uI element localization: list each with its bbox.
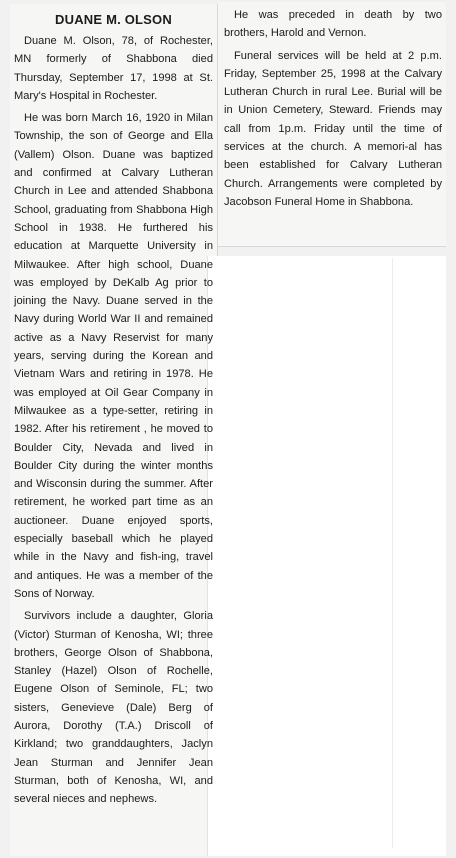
obituary-left-column: [14, 12, 213, 812]
funeral-services-paragraph: Funeral services will be held at 2 p.m. Friday, September 25, 1998 at the Calvary Lutheran Church in rural Lee. Burial will be in Union Cemetery, Steward. Friends may call from 1p.m. Friday until the time of services at the church. A memori-al has been established for Calvary Lutheran Church. Arrangements were completed by Jacobson Funeral Home in Shabbona.: [224, 49, 442, 208]
biography-paragraph: He was born March 16, 1920 in Milan Township, the son of George and Ella (Vallem) Olson. Duane was baptized and confirmed at Calvary Lutheran Church in Lee and attended Shabbona School, graduating from Shabbona High School in 1938. He furthered his education at Marquette University in Milwaukee. After high school, Duane was employed by DeKalb Ag prior to joining the Navy. Duane served in the Navy during World War II and remained active as a Navy Reservist for many years, serving during the Korean and Vietnam Wars and retiring in 1978. He was employed at Oil Gear Company in Milwaukee as a type-setter, retiring in 1982. After his retirement , he moved to Boulder City, Nevada and lived in Boulder City during the winter months and Wisconsin during the summer. After retirement, he worked part time as an auctioneer. Duane enjoyed sports, especially baseball which he played while in the Navy and fish-ing, travel and antiques. He was a member of the Sons of Norway.: [14, 112, 213, 600]
paper-fold-line: [392, 258, 393, 848]
preceded-in-death-paragraph: He was preceded in death by two brothers, Harold and Vernon.: [224, 9, 442, 40]
obituary-headline: DUANE M. OLSON: [55, 12, 172, 27]
obituary-right-column: [224, 6, 442, 215]
opening-paragraph: Duane M. Olson, 78, of Rochester, MN formerly of Shabbona died Thursday, September 17, 1998 at St. Mary's Hospital in Rochester.: [14, 35, 213, 102]
blank-paper-area: [208, 256, 446, 856]
survivors-paragraph: Survivors include a daughter, Gloria (Victor) Sturman of Kenosha, WI; three brothers, George Olson of Shabbona, Stanley (Hazel) Olson of Rochelle, Eugene Olson of Seminole, FL; two sisters, Genevieve (Dale) Berg of Aurora, Dorothy (T.A.) Driscoll of Kirkland; two granddaughters, Jaclyn Jean Sturman and Jennifer Jean Sturman, both of Kenosha, WI, and several nieces and nephews.: [14, 610, 213, 806]
